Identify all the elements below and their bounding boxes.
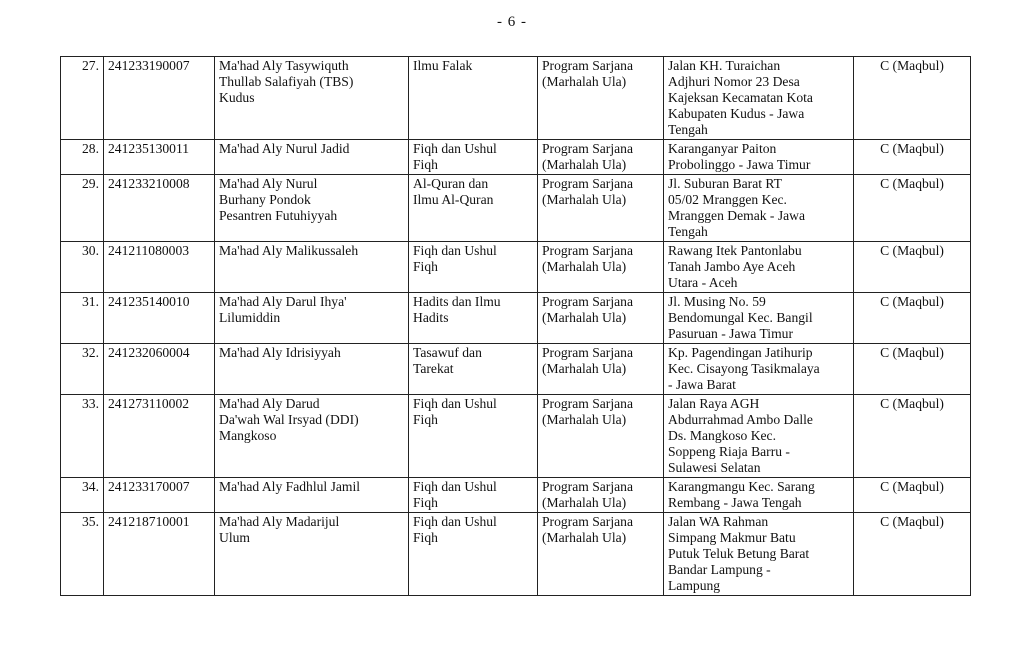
institution-name: Ma'had Aly Darul Ihya' Lilumiddin [215, 293, 409, 344]
institution-name: Ma'had Aly Darud Da'wah Wal Irsyad (DDI) Mangkoso [215, 395, 409, 478]
row-number: 29. [61, 175, 104, 242]
institution-code: 241232060004 [104, 344, 215, 395]
study-program: Tasawuf dan Tarekat [409, 344, 538, 395]
accreditation-status: C (Maqbul) [854, 513, 971, 596]
institution-address: Jalan Raya AGH Abdurrahmad Ambo Dalle Ds. Mangkoso Kec. Soppeng Riaja Barru - Sulawesi Selatan [664, 395, 854, 478]
accreditation-status: C (Maqbul) [854, 293, 971, 344]
table-row [61, 242, 971, 293]
accreditation-status: C (Maqbul) [854, 242, 971, 293]
study-program: Hadits dan Ilmu Hadits [409, 293, 538, 344]
institution-address: Jl. Suburan Barat RT 05/02 Mranggen Kec. Mranggen Demak - Jawa Tengah [664, 175, 854, 242]
page-number: - 6 - [497, 14, 527, 30]
table-row [61, 57, 971, 140]
program-level: Program Sarjana (Marhalah Ula) [538, 140, 664, 175]
program-level: Program Sarjana (Marhalah Ula) [538, 293, 664, 344]
row-number: 34. [61, 478, 104, 513]
institution-address: Kp. Pagendingan Jatihurip Kec. Cisayong Tasikmalaya - Jawa Barat [664, 344, 854, 395]
table-row [61, 478, 971, 513]
institution-code: 241233170007 [104, 478, 215, 513]
accreditation-status: C (Maqbul) [854, 395, 971, 478]
study-program: Fiqh dan Ushul Fiqh [409, 395, 538, 478]
table-row [61, 175, 971, 242]
institution-address: Rawang Itek Pantonlabu Tanah Jambo Aye Aceh Utara - Aceh [664, 242, 854, 293]
program-level: Program Sarjana (Marhalah Ula) [538, 513, 664, 596]
row-number: 35. [61, 513, 104, 596]
program-level: Program Sarjana (Marhalah Ula) [538, 478, 664, 513]
institution-address: Karanganyar Paiton Probolinggo - Jawa Timur [664, 140, 854, 175]
accreditation-status: C (Maqbul) [854, 478, 971, 513]
program-level: Program Sarjana (Marhalah Ula) [538, 57, 664, 140]
program-level: Program Sarjana (Marhalah Ula) [538, 242, 664, 293]
study-program: Fiqh dan Ushul Fiqh [409, 478, 538, 513]
institution-code: 241233210008 [104, 175, 215, 242]
institution-address: Jalan KH. Turaichan Adjhuri Nomor 23 Desa Kajeksan Kecamatan Kota Kabupaten Kudus - Jawa Tengah [664, 57, 854, 140]
row-number: 32. [61, 344, 104, 395]
table-row [61, 140, 971, 175]
study-program: Ilmu Falak [409, 57, 538, 140]
study-program: Fiqh dan Ushul Fiqh [409, 140, 538, 175]
accreditation-status: C (Maqbul) [854, 175, 971, 242]
institution-address: Jl. Musing No. 59 Bendomungal Kec. Bangil Pasuruan - Jawa Timur [664, 293, 854, 344]
row-number: 28. [61, 140, 104, 175]
program-level: Program Sarjana (Marhalah Ula) [538, 175, 664, 242]
table-row [61, 293, 971, 344]
institution-code: 241211080003 [104, 242, 215, 293]
table-row [61, 513, 971, 596]
institution-name: Ma'had Aly Nurul Burhany Pondok Pesantren Futuhiyyah [215, 175, 409, 242]
row-number: 31. [61, 293, 104, 344]
institution-name: Ma'had Aly Fadhlul Jamil [215, 478, 409, 513]
institution-code: 241273110002 [104, 395, 215, 478]
institution-table [60, 56, 971, 596]
institution-name: Ma'had Aly Nurul Jadid [215, 140, 409, 175]
institution-code: 241233190007 [104, 57, 215, 140]
table-row [61, 395, 971, 478]
institution-code: 241235130011 [104, 140, 215, 175]
accreditation-status: C (Maqbul) [854, 57, 971, 140]
accreditation-status: C (Maqbul) [854, 140, 971, 175]
study-program: Fiqh dan Ushul Fiqh [409, 242, 538, 293]
row-number: 27. [61, 57, 104, 140]
table-row [61, 344, 971, 395]
institution-name: Ma'had Aly Malikussaleh [215, 242, 409, 293]
institution-name: Ma'had Aly Tasywiquth Thullab Salafiyah (TBS) Kudus [215, 57, 409, 140]
institution-address: Karangmangu Kec. Sarang Rembang - Jawa Tengah [664, 478, 854, 513]
study-program: Al-Quran dan Ilmu Al-Quran [409, 175, 538, 242]
accreditation-status: C (Maqbul) [854, 344, 971, 395]
program-level: Program Sarjana (Marhalah Ula) [538, 344, 664, 395]
row-number: 33. [61, 395, 104, 478]
institution-name: Ma'had Aly Madarijul Ulum [215, 513, 409, 596]
institution-address: Jalan WA Rahman Simpang Makmur Batu Putuk Teluk Betung Barat Bandar Lampung - Lampung [664, 513, 854, 596]
institution-code: 241218710001 [104, 513, 215, 596]
program-level: Program Sarjana (Marhalah Ula) [538, 395, 664, 478]
study-program: Fiqh dan Ushul Fiqh [409, 513, 538, 596]
institution-name: Ma'had Aly Idrisiyyah [215, 344, 409, 395]
institution-code: 241235140010 [104, 293, 215, 344]
row-number: 30. [61, 242, 104, 293]
